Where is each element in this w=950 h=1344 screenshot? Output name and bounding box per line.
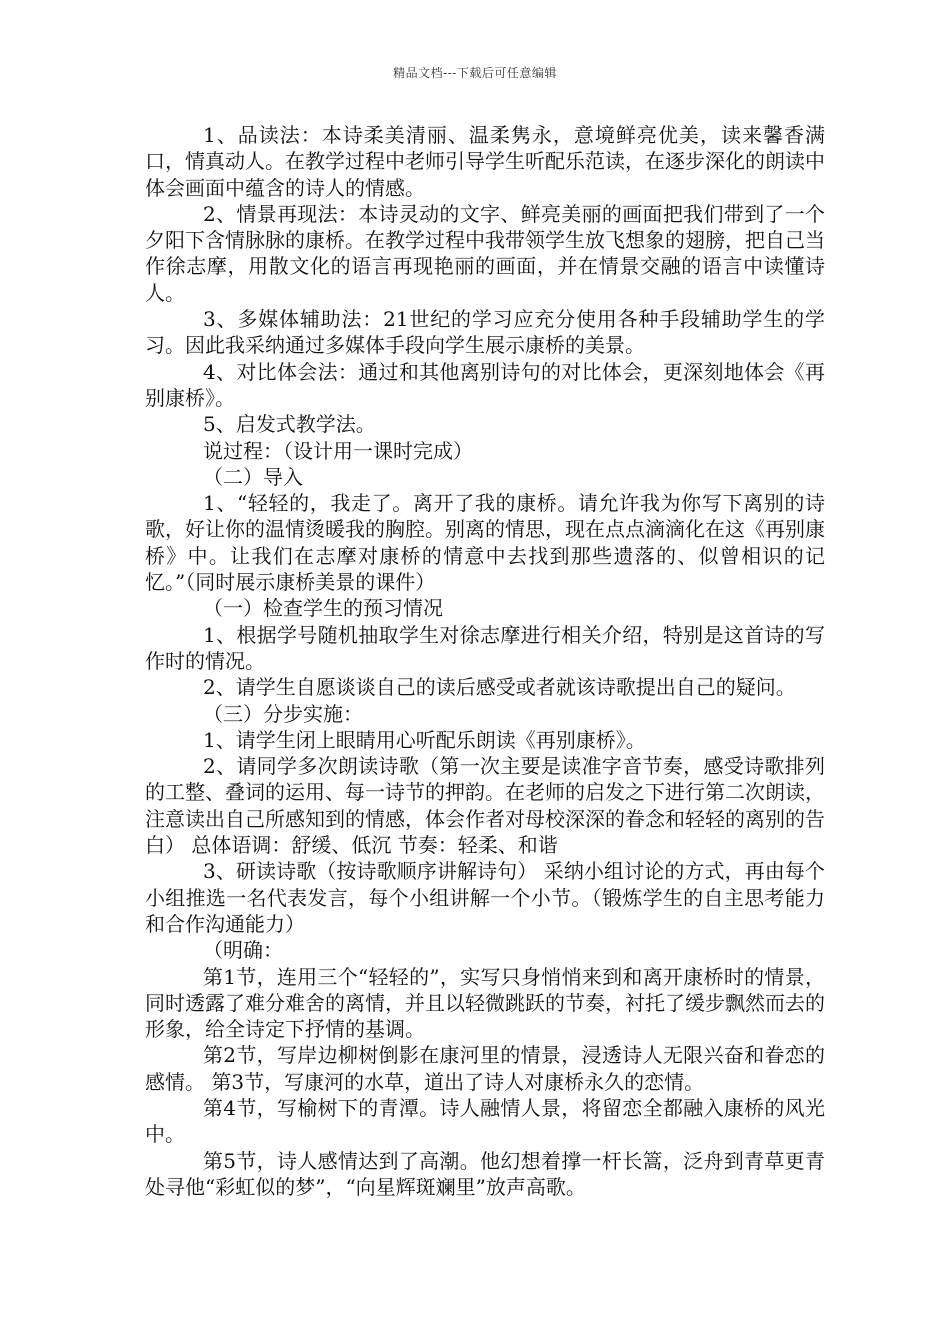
section-heading-steps: （三）分步实施： (203, 701, 363, 726)
paragraph-preview-1: 1、根据学号随机抽取学生对徐志摩进行相关介绍，特别是这首诗的写作时的情况。 (145, 622, 825, 673)
paragraph-stanza-1: 第1节，连用三个“轻轻的”，实写只身悄悄来到和离开康桥时的情景，同时透露了难分难舍的离情，并且以轻微跳跃的节奏，衬托了缓步飘然而去的形象，给全诗定下抒情的基调。 (145, 964, 825, 1042)
paragraph-stanza-5: 第5节，诗人感情达到了高潮。他幻想着撑一杆长篙，泛舟到青草更青处寻他“彩虹似的梦”，“向星辉斑斓里”放声高歌。 (145, 1148, 825, 1199)
section-heading-process: 说过程：（设计用一课时完成） (203, 438, 473, 463)
paragraph-method-2: 2、情景再现法：本诗灵动的文字、鲜亮美丽的画面把我们带到了一个夕阳下含情脉脉的康桥。在教学过程中我带领学生放飞想象的翅膀，把自己当作徐志摩，用散文化的语言再现艳丽的画面，并在情景交融的语言中读懂诗人。 (145, 201, 825, 305)
section-heading-intro: （二）导入 (203, 464, 303, 489)
paragraph-stanza-4: 第4节，写榆树下的青潭。诗人融情人景，将留恋全都融入康桥的风光中。 (145, 1095, 825, 1147)
paragraph-step-1: 1、请学生闭上眼睛用心听配乐朗读《再别康桥》。 (203, 727, 646, 752)
paragraph-step-3: 3、研读诗歌（按诗歌顺序讲解诗句） 采纳小组讨论的方式，再由每个小组推选一名代表发言，每个小组讲解一个小节。（锻炼学生的自主思考能力和合作沟通能力） (145, 859, 825, 936)
page-header: 精品文档---下载后可任意编辑 (393, 66, 557, 80)
paragraph-clarify: （明确： (203, 938, 283, 963)
paragraph-method-1: 1、品读法：本诗柔美清丽、温柔隽永，意境鲜亮优美，读来馨香满口，情真动人。在教学过程中老师引导学生听配乐范读，在逐步深化的朗读中体会画面中蕴含的诗人的情感。 (145, 123, 825, 200)
paragraph-preview-2: 2、请学生自愿谈谈自己的读后感受或者就该诗歌提出自己的疑问。 (203, 675, 796, 700)
paragraph-stanza-2-3: 第2节，写岸边柳树倒影在康河里的情景，浸透诗人无限兴奋和眷恋的感情。 第3节，写康河的水草，道出了诗人对康桥永久的恋情。 (145, 1043, 825, 1094)
paragraph-step-2: 2、请同学多次朗读诗歌（第一次主要是读准字音节奏，感受诗歌排列的工整、叠词的运用、每一诗节的押韵。在老师的启发之下进行第二次朗读，注意读出自己所感知到的情感，体会作者对母校深深的眷念和轻轻的离别的告白） 总体语调：舒缓、低沉 节奏：轻柔、和谐 (145, 754, 825, 858)
section-heading-preview-check: （一）检查学生的预习情况 (203, 596, 443, 621)
document-body (145, 122, 825, 1200)
paragraph-method-5: 5、启发式教学法。 (203, 412, 376, 437)
paragraph-method-4: 4、对比体会法：通过和其他离别诗句的对比体会，更深刻地体会《再别康桥》。 (145, 359, 825, 410)
paragraph-intro-1: 1、“轻轻的，我走了。离开了我的康桥。请允许我为你写下离别的诗歌，好让你的温情烫暖我的胸腔。别离的情思，现在点点滴滴化在这《再别康桥》中。让我们在志摩对康桥的情意中去找到那些遗落的、似曾相识的记忆。”（同时展示康桥美景的课件） (145, 491, 825, 595)
paragraph-method-3: 3、多媒体辅助法：21世纪的学习应充分使用各种手段辅助学生的学习。因此我采纳通过多媒体手段向学生展示康桥的美景。 (145, 307, 825, 358)
